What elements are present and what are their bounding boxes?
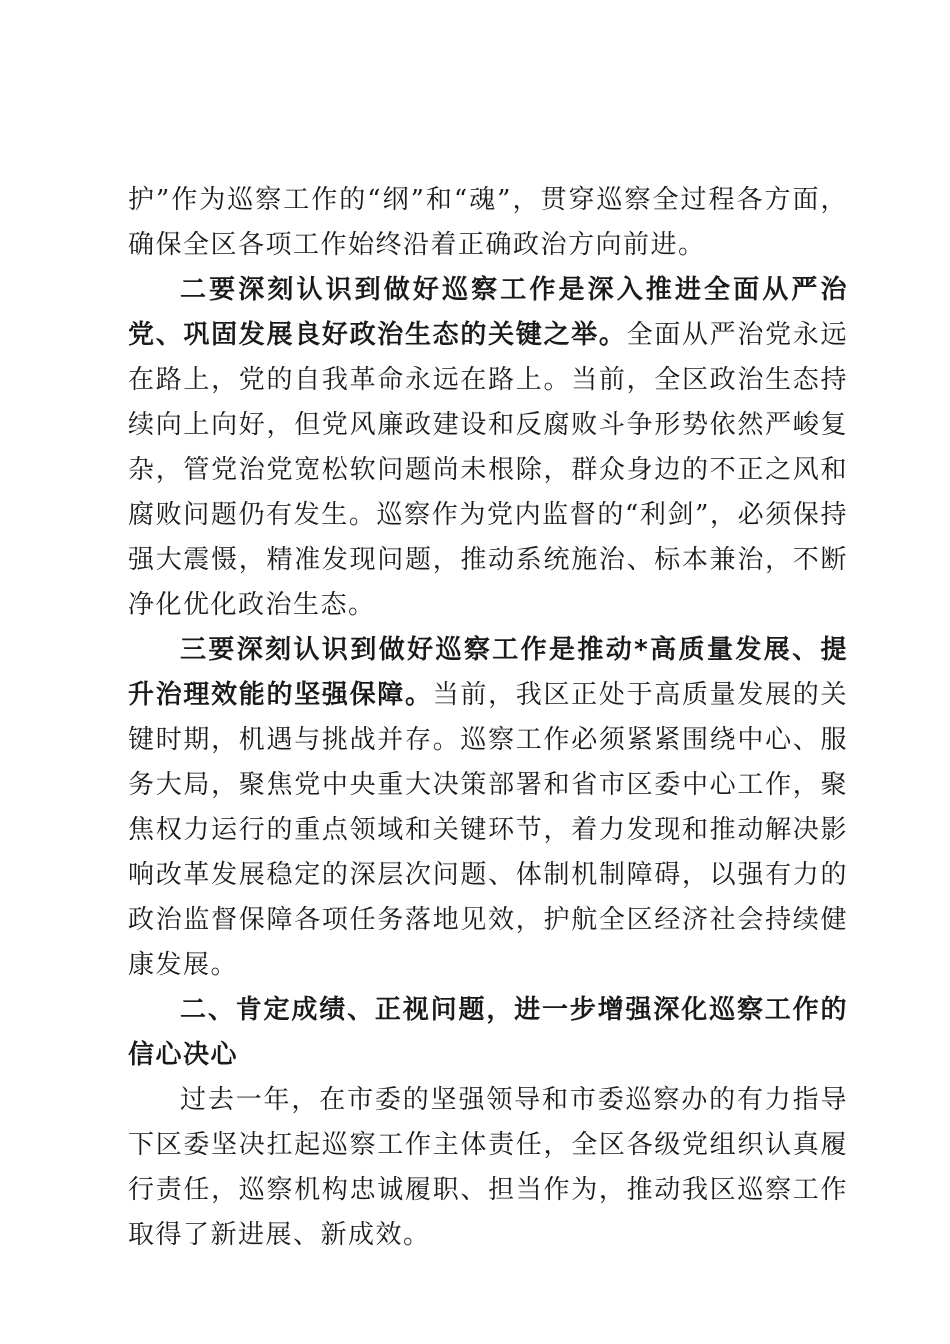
section-heading: 二、肯定成绩、正视问题，进一步增强深化巡察工作的信心决心 (128, 995, 848, 1070)
paragraph-point-three (128, 628, 848, 988)
paragraph-review (128, 1078, 848, 1258)
paragraph-lead: 三要深刻认识到做好巡察工作是推动*高质量发展、提升治理效能的坚强保障。 (128, 635, 848, 710)
document-body (128, 178, 848, 1258)
paragraph-text: 护”作为巡察工作的“纲”和“魂”，贯穿巡察全过程各方面，确保全区各项工作始终沿着正确政治方向前进。 (128, 185, 848, 260)
paragraph-point-two (128, 268, 848, 628)
paragraph-text: 过去一年，在市委的坚强领导和市委巡察办的有力指导下区委坚决扛起巡察工作主体责任，全区各级党组织认真履行责任，巡察机构忠诚履职、担当作为，推动我区巡察工作取得了新进展、新成效。 (128, 1085, 848, 1250)
paragraph-text: 全面从严治党永远在路上，党的自我革命永远在路上。当前，全区政治生态持续向上向好，但党风廉政建设和反腐败斗争形势依然严峻复杂，管党治党宽松软问题尚未根除，群众身边的不正之风和腐败问题仍有发生。巡察作为党内监督的“利剑”，必须保持强大震慑，精准发现问题，推动系统施治、标本兼治，不断净化优化政治生态。 (128, 320, 848, 620)
paragraph-continuation (128, 178, 848, 268)
paragraph-text: 当前，我区正处于高质量发展的关键时期，机遇与挑战并存。巡察工作必须紧紧围绕中心、服务大局，聚焦党中央重大决策部署和省市区委中心工作，聚焦权力运行的重点领域和关键环节，着力发现和推动解决影响改革发展稳定的深层次问题、体制机制障碍，以强有力的政治监督保障各项任务落地见效，护航全区经济社会持续健康发展。 (128, 680, 848, 980)
paragraph-lead: 二要深刻认识到做好巡察工作是深入推进全面从严治党、巩固发展良好政治生态的关键之举。 (128, 275, 848, 350)
